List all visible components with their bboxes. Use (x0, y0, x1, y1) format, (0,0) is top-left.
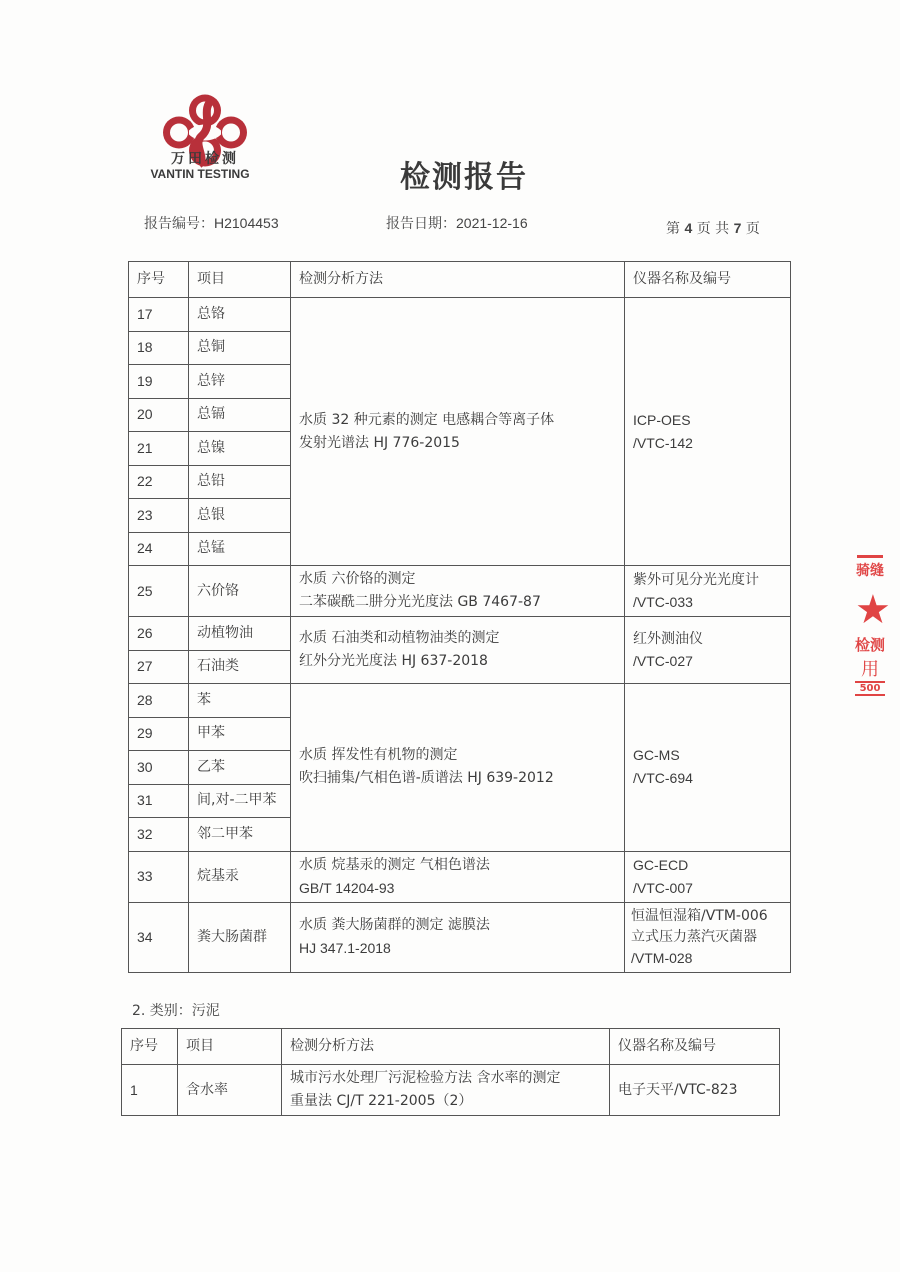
row-no: 34 (129, 902, 189, 972)
table-row (129, 684, 791, 718)
instrument-line: GC-ECD (633, 856, 689, 873)
header-instrument: 仪器名称及编号 (610, 1029, 780, 1065)
methods-table-sludge (121, 1028, 780, 1116)
row-item: 苯 (189, 684, 291, 718)
table-row (129, 851, 791, 902)
method-line: 吹扫捕集/气相色谱-质谱法 HJ 639-2012 (299, 770, 554, 787)
row-no: 29 (129, 717, 189, 751)
instrument-line: GC-MS (633, 747, 680, 764)
row-item: 总银 (189, 499, 291, 533)
row-item: 总锰 (189, 532, 291, 566)
row-item: 乙苯 (189, 751, 291, 785)
page-title: 检测报告 (400, 160, 528, 195)
page-indicator (666, 218, 760, 238)
method-cell (291, 902, 625, 972)
row-no: 20 (129, 398, 189, 432)
header-method: 检测分析方法 (291, 262, 625, 298)
method-line: 水质 石油类和动植物油类的测定 (299, 630, 500, 646)
logo-en-text: VANTIN TESTING (150, 167, 250, 181)
row-item: 间,对-二甲苯 (189, 784, 291, 818)
row-no: 22 (129, 465, 189, 499)
instrument-line: /VTC-033 (633, 594, 693, 610)
header-item: 项目 (189, 262, 291, 298)
method-cell (291, 851, 625, 902)
report-date (386, 213, 528, 233)
row-no: 27 (129, 650, 189, 684)
table-row (122, 1065, 780, 1116)
page-mid: 页 共 (696, 221, 730, 237)
instrument-line: /VTC-007 (633, 879, 693, 896)
stamp-bar (857, 555, 883, 558)
instrument-cell (625, 298, 791, 566)
row-item: 总铅 (189, 465, 291, 499)
method-cell (291, 566, 625, 617)
method-cell (282, 1065, 610, 1116)
logo-cn-text: 万田检测 (171, 151, 239, 167)
instrument-cell (625, 566, 791, 617)
instrument-cell (625, 851, 791, 902)
table-row (129, 298, 791, 332)
stamp-bottom-text-2: 用 (861, 659, 879, 680)
row-item: 总铬 (189, 298, 291, 332)
row-no: 33 (129, 851, 189, 902)
row-no: 19 (129, 365, 189, 399)
page-current: 4 (684, 220, 693, 236)
row-no: 32 (129, 818, 189, 852)
row-no: 31 (129, 784, 189, 818)
row-no: 28 (129, 684, 189, 718)
row-item: 烷基汞 (189, 851, 291, 902)
instrument-line: 紫外可见分光光度计 (633, 571, 759, 587)
table-row (129, 566, 791, 617)
seal-stamp (855, 555, 891, 696)
instrument-line: /VTC-142 (633, 434, 693, 451)
row-item: 邻二甲苯 (189, 818, 291, 852)
instrument-line: 恒温恒湿箱/VTM-006 (631, 907, 768, 924)
method-line: 红外分光光度法 HJ 637-2018 (299, 653, 488, 669)
method-line: 发射光谱法 HJ 776-2015 (299, 434, 460, 451)
table-header-row (129, 262, 791, 298)
header-instrument: 仪器名称及编号 (625, 262, 791, 298)
header-item: 项目 (178, 1029, 282, 1065)
row-no: 18 (129, 331, 189, 365)
table-row (129, 617, 791, 651)
table-header-row (122, 1029, 780, 1065)
report-date-label: 报告日期： (386, 216, 456, 232)
method-line: HJ 347.1-2018 (299, 940, 391, 956)
instrument-line: 立式压力蒸汽灭菌器 (631, 928, 757, 945)
instrument-cell (625, 902, 791, 972)
report-number (144, 213, 279, 233)
row-item: 六价铬 (189, 566, 291, 617)
row-item: 动植物油 (189, 617, 291, 651)
method-line: 水质 六价铬的测定 (299, 571, 416, 587)
header-no: 序号 (122, 1029, 178, 1065)
star-icon: ★ (855, 587, 891, 633)
page-suffix: 页 (745, 221, 760, 237)
method-line: 水质 烷基汞的测定 气相色谱法 (299, 856, 490, 873)
method-cell (291, 684, 625, 852)
instrument-line: ICP-OES (633, 411, 691, 428)
row-no: 30 (129, 751, 189, 785)
instrument-line: /VTC-694 (633, 770, 693, 787)
row-item: 总锌 (189, 365, 291, 399)
method-line: 水质 32 种元素的测定 电感耦合等离子体 (299, 411, 555, 428)
instrument-line: /VTC-027 (633, 653, 693, 669)
row-item: 总镉 (189, 398, 291, 432)
stamp-top-text: 骑缝 (856, 563, 884, 579)
report-number-value: H2104453 (214, 215, 279, 231)
report-date-value: 2021-12-16 (456, 215, 528, 231)
page-prefix: 第 (666, 221, 680, 237)
row-item: 总铜 (189, 331, 291, 365)
row-no: 17 (129, 298, 189, 332)
row-item: 总镍 (189, 432, 291, 466)
row-no: 24 (129, 532, 189, 566)
methods-table-water (128, 261, 791, 973)
stamp-code: 500 (855, 681, 885, 696)
row-no: 26 (129, 617, 189, 651)
row-item: 石油类 (189, 650, 291, 684)
section-sludge-label: 2. 类别：污泥 (132, 1003, 220, 1019)
instrument-line: 红外测油仪 (633, 630, 703, 646)
method-line: 城市污水处理厂污泥检验方法 含水率的测定 (290, 1070, 561, 1086)
table-row (129, 902, 791, 972)
method-line: 水质 挥发性有机物的测定 (299, 747, 458, 764)
stamp-bottom-text: 检测 (855, 636, 886, 654)
page-total: 7 (733, 220, 742, 236)
row-item: 甲苯 (189, 717, 291, 751)
row-no: 25 (129, 566, 189, 617)
instrument-line: /VTM-028 (631, 949, 693, 966)
method-line: 重量法 CJ/T 221-2005（2） (290, 1093, 473, 1109)
header-method: 检测分析方法 (282, 1029, 610, 1065)
instrument-cell: 电子天平/VTC-823 (610, 1065, 780, 1116)
report-number-label: 报告编号： (144, 216, 214, 232)
method-cell (291, 617, 625, 684)
header-no: 序号 (129, 262, 189, 298)
method-line: GB/T 14204-93 (299, 879, 395, 896)
method-line: 水质 粪大肠菌群的测定 滤膜法 (299, 917, 490, 933)
method-cell (291, 298, 625, 566)
instrument-cell (625, 617, 791, 684)
row-item: 粪大肠菌群 (189, 902, 291, 972)
row-no: 23 (129, 499, 189, 533)
row-no: 1 (122, 1065, 178, 1116)
instrument-cell (625, 684, 791, 852)
row-no: 21 (129, 432, 189, 466)
method-line: 二苯碳酰二肼分光光度法 GB 7467-87 (299, 594, 541, 610)
row-item: 含水率 (178, 1065, 282, 1116)
